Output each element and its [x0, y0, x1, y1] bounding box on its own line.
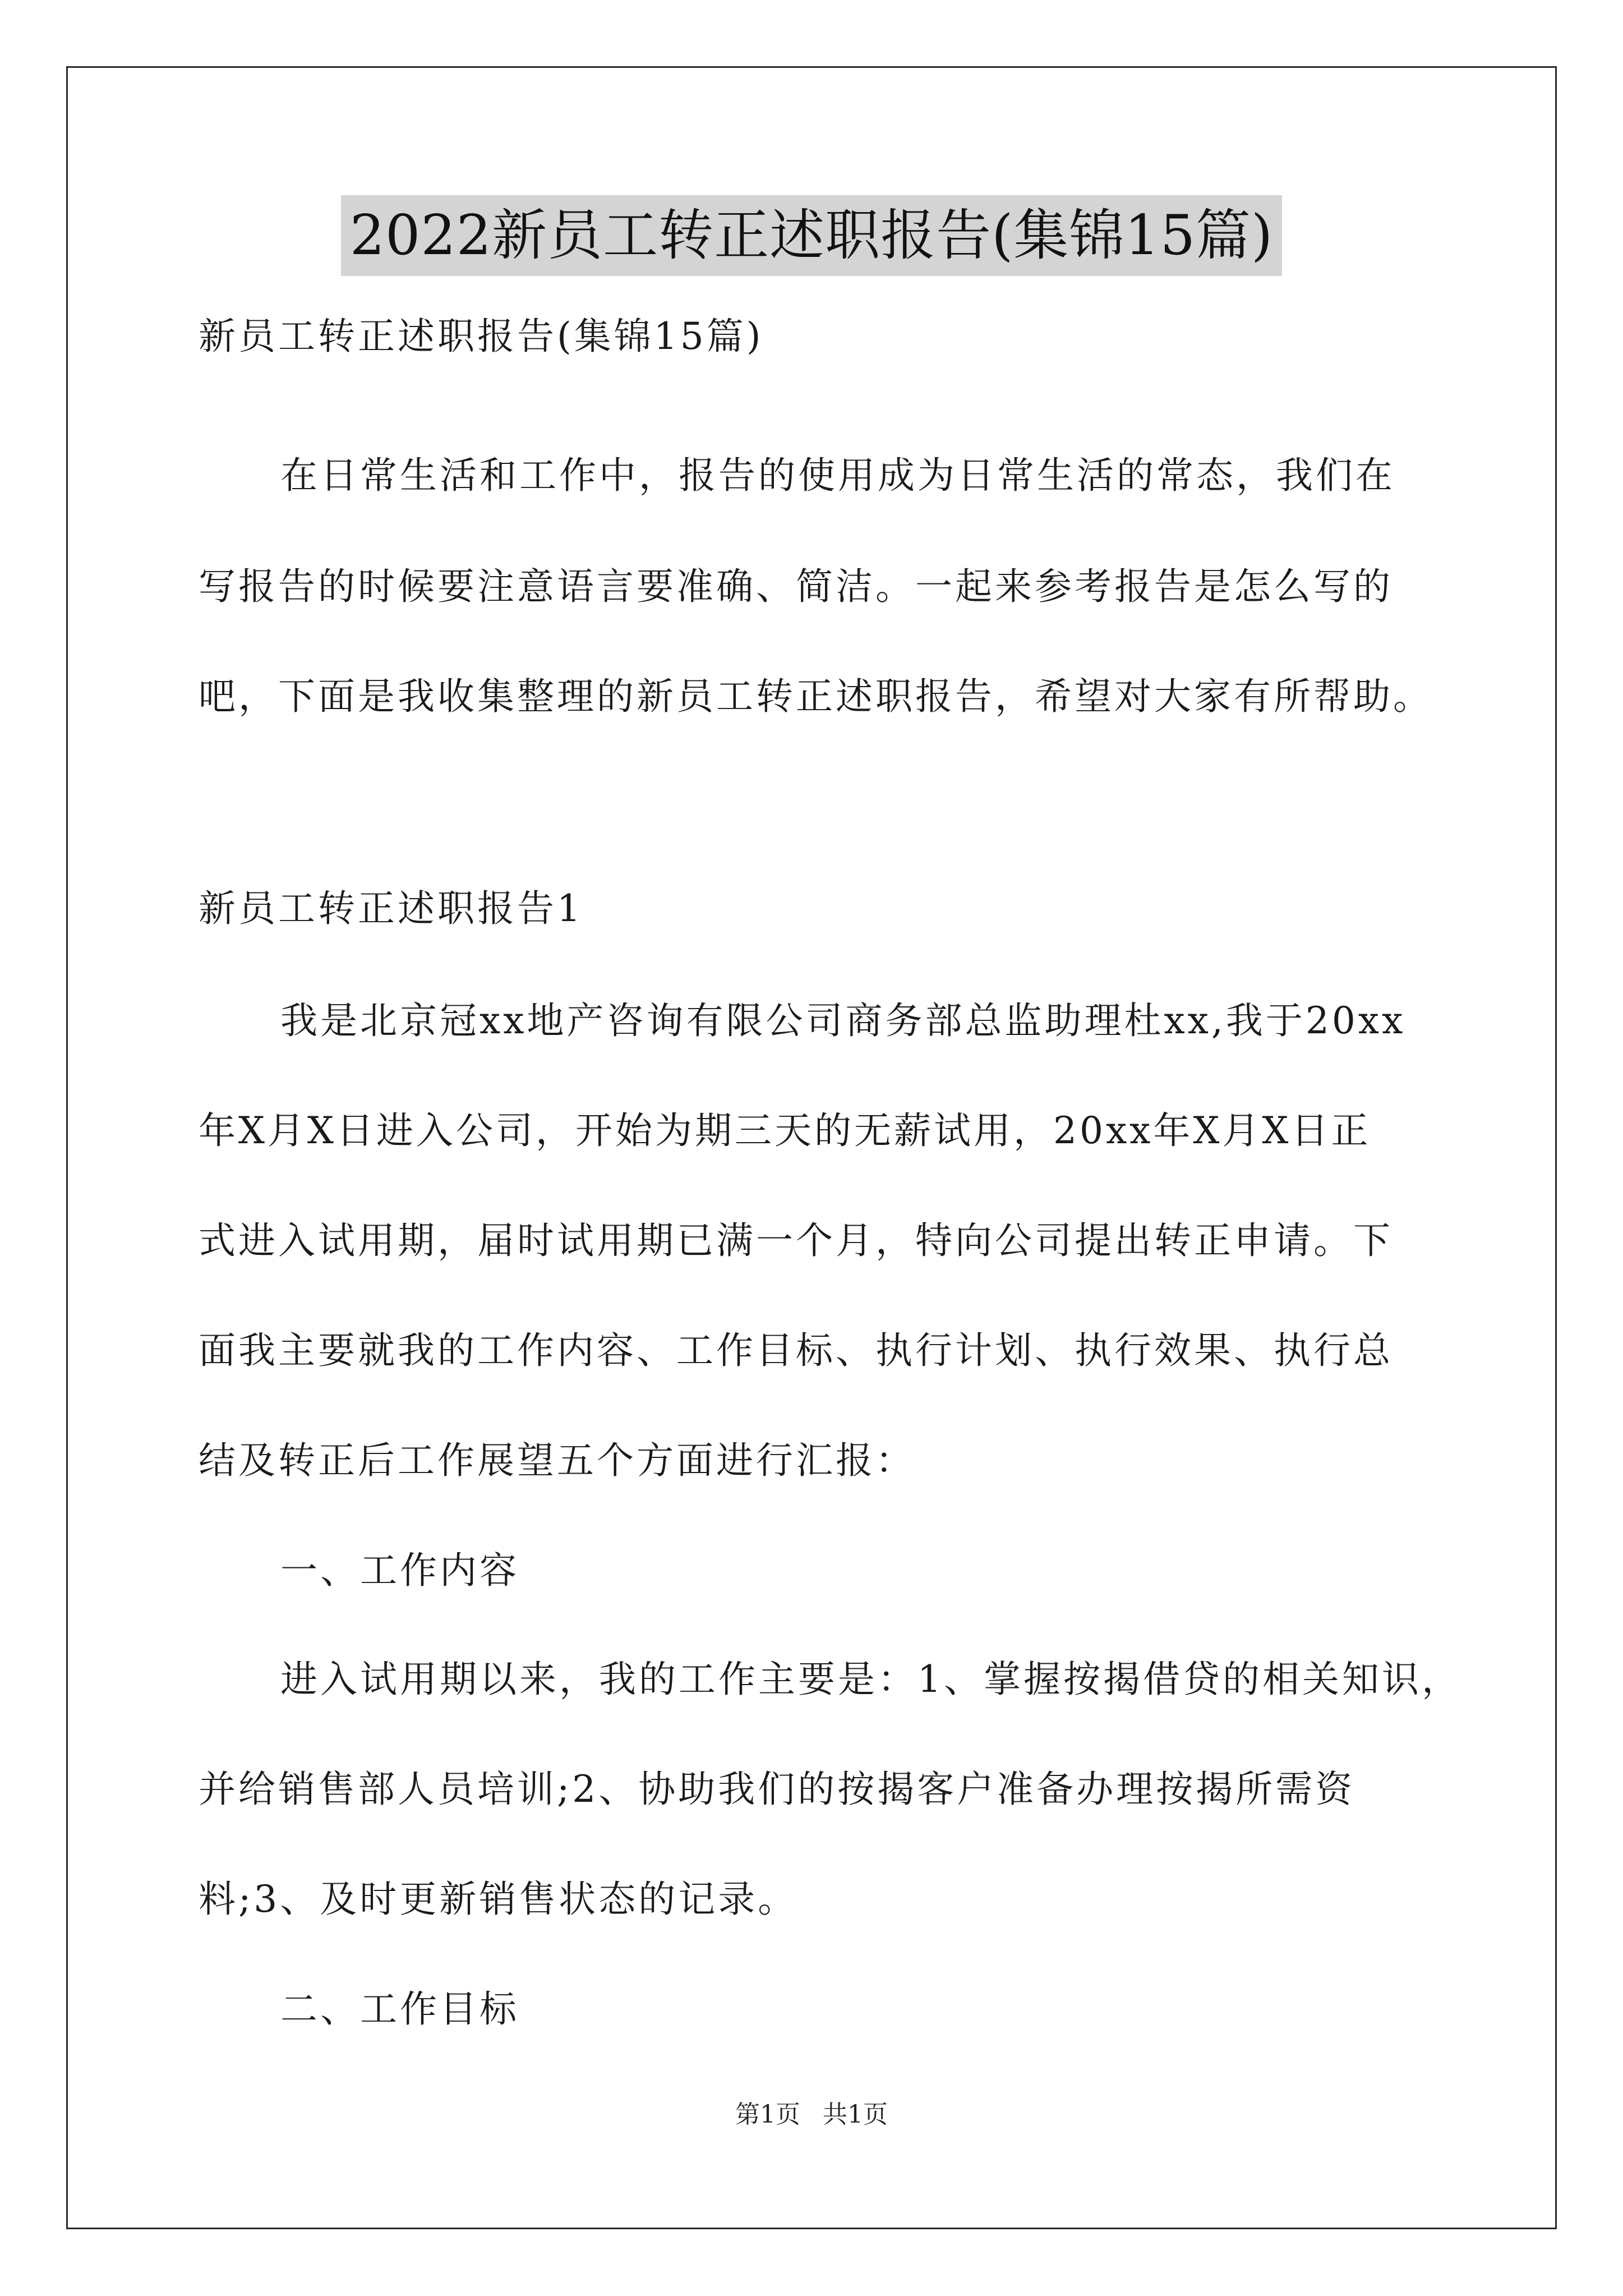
body-line-4: 面我主要就我的工作内容、工作目标、执行计划、执行效果、执行总: [199, 1329, 1393, 1372]
footer-total-pages: 共1页: [823, 2100, 888, 2129]
page-footer: [0, 2098, 1623, 2132]
body-line-2: 年X月X日进入公司，开始为期三天的无薪试用，20xx年X月X日正: [199, 1109, 1371, 1152]
title-container: [0, 195, 1623, 276]
content-line-1: 进入试用期以来，我的工作主要是：1、掌握按揭借贷的相关知识，: [280, 1658, 1461, 1701]
intro-line-2: 写报告的时候要注意语言要准确、简洁。一起来参考报告是怎么写的: [199, 565, 1393, 608]
intro-line-1: 在日常生活和工作中，报告的使用成为日常生活的常态，我们在: [280, 454, 1395, 497]
body-line-1: 我是北京冠xx地产咨询有限公司商务部总监助理杜xx,我于20xx: [280, 999, 1406, 1042]
content-line-3: 料;3、及时更新销售状态的记录。: [199, 1878, 798, 1921]
content-line-2: 并给销售部人员培训;2、协助我们的按揭客户准备办理按揭所需资: [199, 1768, 1355, 1811]
body-line-5: 结及转正后工作展望五个方面进行汇报：: [199, 1439, 915, 1482]
section-heading: 新员工转正述职报告1: [199, 887, 583, 930]
intro-line-3: 吧，下面是我收集整理的新员工转正述职报告，希望对大家有所帮助。: [199, 675, 1433, 718]
body-line-3: 式进入试用期，届时试用期已满一个月，特向公司提出转正申请。下: [199, 1219, 1393, 1262]
heading-work-goals: 二、工作目标: [280, 1987, 519, 2031]
document-title: 2022新员工转正述职报告(集锦15篇): [341, 195, 1283, 276]
document-subtitle: 新员工转正述职报告(集锦15篇): [199, 315, 764, 358]
footer-page-number: 第1页: [735, 2100, 800, 2129]
heading-work-content: 一、工作内容: [280, 1549, 519, 1592]
